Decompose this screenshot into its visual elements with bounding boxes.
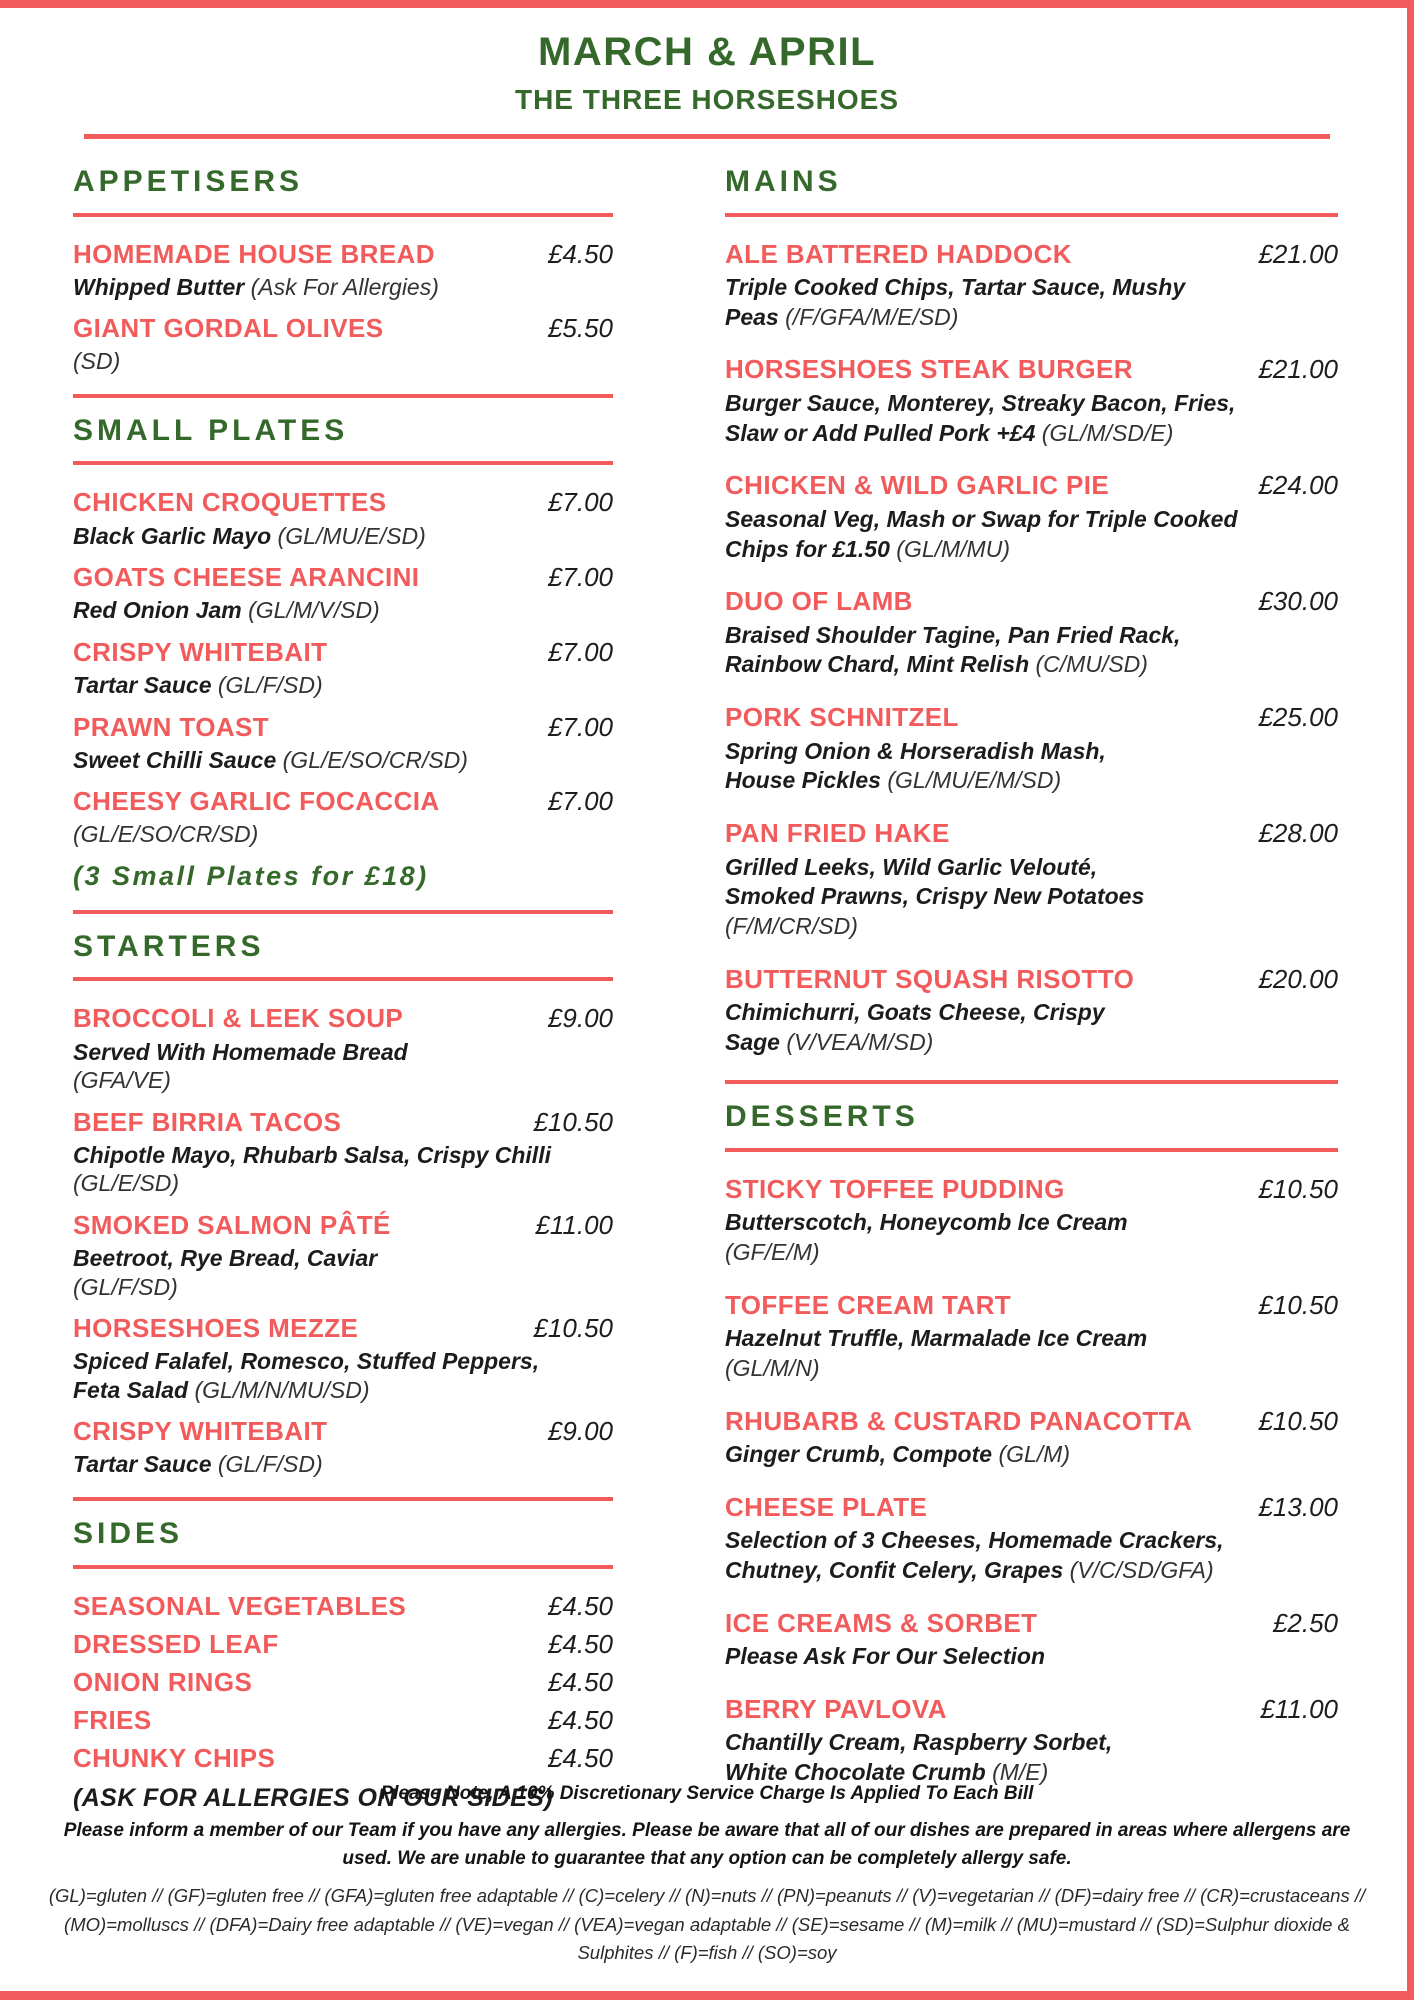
item-desc-text: Sage xyxy=(725,1029,787,1056)
item-name: CHICKEN & WILD GARLIC PIE xyxy=(725,470,1110,501)
item-name: CHEESE PLATE xyxy=(725,1491,928,1522)
menu-item-row xyxy=(73,313,613,344)
item-price: £7.00 xyxy=(547,786,613,817)
column-right xyxy=(725,165,1338,1817)
section-note: (ASK FOR ALLERGIES ON OUR SIDES) xyxy=(73,1784,553,1813)
item-description xyxy=(725,1324,1338,1384)
item-price: £5.50 xyxy=(547,313,613,344)
page-title: MARCH & APRIL xyxy=(538,30,876,74)
item-allergen-codes: (GL/F/SD) xyxy=(217,672,323,698)
menu-item-row xyxy=(725,1290,1338,1321)
menu-item xyxy=(725,1174,1338,1268)
item-desc-line xyxy=(73,273,613,302)
item-allergen-codes: (Ask For Allergies) xyxy=(250,273,439,300)
item-description xyxy=(73,1244,613,1301)
item-desc-line xyxy=(73,820,613,849)
item-description xyxy=(725,273,1338,333)
item-desc-line xyxy=(725,1354,1338,1384)
item-name: ALE BATTERED HADDOCK xyxy=(725,238,1072,269)
menu-item-row xyxy=(725,1492,1338,1523)
menu-item xyxy=(73,1743,613,1774)
menu-body xyxy=(73,165,1338,1817)
item-desc-line xyxy=(725,737,1338,767)
item-desc-line xyxy=(725,535,1338,565)
item-desc-text: Peas xyxy=(725,303,786,330)
item-desc-line xyxy=(73,1376,613,1405)
item-desc-line xyxy=(73,347,613,376)
item-price: £28.00 xyxy=(1258,818,1338,849)
item-name: PAN FRIED HAKE xyxy=(725,818,950,849)
menu-item xyxy=(73,1705,613,1736)
page-subtitle: THE THREE HORSESHOES xyxy=(514,84,900,115)
item-price: £10.50 xyxy=(533,1106,613,1137)
menu-item-row xyxy=(725,1174,1338,1205)
item-description xyxy=(73,746,613,775)
menu-item xyxy=(73,1629,613,1660)
item-desc-text: Seasonal Veg, Mash or Swap for Triple Cooked xyxy=(725,505,1238,532)
item-price: £7.00 xyxy=(547,711,613,742)
menu-item xyxy=(725,470,1338,564)
item-allergen-codes: (GL/E/SO/CR/SD) xyxy=(73,821,259,848)
item-desc-text: Beetroot, Rye Bread, Caviar xyxy=(73,1245,378,1272)
menu-item xyxy=(73,1107,613,1198)
item-desc-text: White Chocolate Crumb xyxy=(725,1758,993,1785)
item-desc-line xyxy=(725,766,1338,796)
item-desc-text: Selection of 3 Cheeses, Homemade Crackers, xyxy=(725,1526,1224,1553)
item-allergen-codes: (GL/M/SD/E) xyxy=(1041,419,1174,446)
section-underline xyxy=(73,213,613,217)
item-desc-line xyxy=(73,1038,613,1067)
section-underline xyxy=(73,1565,613,1569)
item-price: £2.50 xyxy=(1272,1607,1338,1638)
menu-item-row xyxy=(73,487,613,518)
item-allergen-codes: (GL/M/MU) xyxy=(896,535,1010,562)
section-title: DESSERTS xyxy=(725,1100,919,1134)
item-description xyxy=(725,998,1338,1058)
menu-item-row xyxy=(73,637,613,668)
menu-item xyxy=(725,354,1338,448)
item-allergen-codes: (GF/E/M) xyxy=(725,1238,820,1265)
item-description xyxy=(725,853,1338,943)
item-price: £24.00 xyxy=(1258,470,1338,501)
item-desc-text: Butterscotch, Honeycomb Ice Cream xyxy=(725,1208,1128,1235)
section-divider xyxy=(73,1497,613,1501)
item-desc-line xyxy=(73,1169,613,1198)
menu-item xyxy=(73,712,613,775)
page-border-bottom xyxy=(0,1991,1414,2000)
item-desc-text: Whipped Butter xyxy=(73,273,251,300)
item-allergen-codes: (GL/M/N/MU/SD) xyxy=(194,1376,370,1403)
menu-item-row xyxy=(73,1743,613,1774)
item-desc-text: Grilled Leeks, Wild Garlic Velouté, xyxy=(725,853,1098,880)
item-description xyxy=(725,1642,1338,1672)
menu-item xyxy=(725,1406,1338,1470)
item-desc-text: Served With Homemade Bread xyxy=(73,1038,408,1065)
menu-item xyxy=(725,1608,1338,1672)
menu-item-row xyxy=(73,786,613,817)
item-name: ICE CREAMS & SORBET xyxy=(725,1607,1038,1638)
item-desc-line xyxy=(725,1556,1338,1586)
section-underline xyxy=(73,977,613,981)
item-allergen-codes: (C/MU/SD) xyxy=(1035,651,1148,678)
section-title: SMALL PLATES xyxy=(73,413,349,447)
item-desc-line xyxy=(725,882,1338,912)
item-desc-text: Tartar Sauce xyxy=(73,672,218,698)
item-desc-line xyxy=(725,419,1338,449)
section-divider xyxy=(73,394,613,398)
item-desc-text: House Pickles xyxy=(725,767,888,794)
section-underline xyxy=(725,213,1338,217)
item-desc-text: Chutney, Confit Celery, Grapes xyxy=(725,1556,1070,1583)
item-allergen-codes: (GL/M/V/SD) xyxy=(248,597,380,624)
section-divider xyxy=(725,1080,1338,1084)
item-name: CHUNKY CHIPS xyxy=(73,1743,276,1774)
item-allergen-codes: (GL/MU/E/M/SD) xyxy=(887,767,1062,794)
menu-item xyxy=(73,1667,613,1698)
footer-allergen-key: (GL)=gluten // (GF)=gluten free // (GFA)=gluten free adaptable // (C)=celery // (N)=nuts // (PN)=peanuts // (V)=vegetarian // (DF)=dairy free // (CR)=crustaceans // (MO)=molluscs // (DFA)=Dairy free adaptable // (VE)=vegan // (VEA)=vegan adaptable // (SE)=sesame // (M)=milk // (MU)=mustard // (SD)=Sulphur dioxide & Sulphites // (F)=fish // (SO)=soy xyxy=(48,1884,1366,1964)
item-desc-line xyxy=(725,303,1338,333)
item-price: £7.00 xyxy=(547,487,613,518)
item-desc-text: Red Onion Jam xyxy=(73,597,249,624)
menu-item-row xyxy=(725,239,1338,270)
menu-item-row xyxy=(73,1591,613,1622)
item-allergen-codes: (GFA/VE) xyxy=(73,1067,171,1094)
menu-item xyxy=(73,1591,613,1622)
item-allergen-codes: (GL/M) xyxy=(998,1440,1071,1467)
footer xyxy=(42,1783,1372,1968)
section-title: MAINS xyxy=(725,165,842,198)
item-price: £10.50 xyxy=(1258,1289,1338,1320)
item-description xyxy=(73,1347,613,1404)
item-desc-line xyxy=(725,1440,1338,1470)
item-name: CHICKEN CROQUETTES xyxy=(73,487,387,518)
menu-item xyxy=(73,1210,613,1301)
menu-item-row xyxy=(725,1694,1338,1725)
page-border-top xyxy=(0,0,1414,8)
item-price: £4.50 xyxy=(547,1666,613,1697)
item-desc-line xyxy=(73,1347,613,1376)
item-price: £30.00 xyxy=(1258,586,1338,617)
item-allergen-codes: (GL/E/SO/CR/SD) xyxy=(282,746,468,773)
menu-item xyxy=(725,1290,1338,1384)
menu-section xyxy=(725,165,1338,1058)
item-desc-line xyxy=(725,1238,1338,1268)
item-price: £25.00 xyxy=(1258,702,1338,733)
item-description xyxy=(725,1208,1338,1268)
item-desc-line xyxy=(73,1244,613,1273)
menu-item xyxy=(73,562,613,625)
item-name: DRESSED LEAF xyxy=(73,1628,279,1659)
item-price: £11.00 xyxy=(535,1209,613,1240)
item-price: £10.50 xyxy=(1258,1405,1338,1436)
menu-item-row xyxy=(73,1107,613,1138)
item-description xyxy=(73,347,613,376)
item-price: £4.50 xyxy=(547,1743,613,1774)
item-desc-text: Chips for £1.50 xyxy=(725,535,897,562)
menu-item-row xyxy=(73,1416,613,1447)
menu-header xyxy=(0,0,1414,139)
menu-item-row xyxy=(725,964,1338,995)
menu-section xyxy=(73,910,613,1479)
item-price: £4.50 xyxy=(547,238,613,269)
item-desc-line xyxy=(725,1208,1338,1238)
item-desc-text: Please Ask For Our Selection xyxy=(725,1642,1045,1669)
menu-item-row xyxy=(73,562,613,593)
section-title: APPETISERS xyxy=(73,165,304,198)
menu-item-row xyxy=(73,1210,613,1241)
item-description xyxy=(73,1038,613,1095)
item-price: £21.00 xyxy=(1258,354,1338,385)
item-desc-line xyxy=(725,621,1338,651)
item-desc-line xyxy=(73,1450,613,1479)
item-desc-text: Ginger Crumb, Compote xyxy=(725,1440,999,1467)
item-name: BUTTERNUT SQUASH RISOTTO xyxy=(725,964,1135,995)
item-desc-text: Tartar Sauce xyxy=(73,1451,218,1478)
menu-item xyxy=(73,1416,613,1479)
item-name: TOFFEE CREAM TART xyxy=(725,1289,1012,1320)
menu-item-row xyxy=(73,239,613,270)
item-description xyxy=(725,737,1338,797)
item-name: GOATS CHEESE ARANCINI xyxy=(73,562,420,593)
item-allergen-codes: (V/C/SD/GFA) xyxy=(1069,1556,1214,1583)
item-desc-text: Smoked Prawns, Crispy New Potatoes xyxy=(725,883,1145,910)
menu-item-row xyxy=(725,1406,1338,1437)
item-desc-text: Black Garlic Mayo xyxy=(73,522,278,549)
item-price: £9.00 xyxy=(547,1416,613,1447)
item-desc-line xyxy=(73,671,613,700)
footer-service-note: Please Note, A 10% Discretionary Service Charge Is Applied To Each Bill xyxy=(380,1782,1034,1804)
item-desc-text: Spring Onion & Horseradish Mash, xyxy=(725,737,1106,764)
item-name: PRAWN TOAST xyxy=(73,711,270,742)
item-allergen-codes: (GL/F/SD) xyxy=(73,1273,178,1300)
item-price: £7.00 xyxy=(547,636,613,667)
menu-section xyxy=(73,1497,613,1813)
section-note: (3 Small Plates for £18) xyxy=(73,860,429,891)
item-desc-line xyxy=(725,1028,1338,1058)
menu-item-row xyxy=(725,818,1338,849)
item-name: HORSESHOES STEAK BURGER xyxy=(725,354,1133,385)
item-price: £20.00 xyxy=(1258,964,1338,995)
menu-section xyxy=(73,394,613,892)
item-name: STICKY TOFFEE PUDDING xyxy=(725,1173,1065,1204)
item-desc-text: Triple Cooked Chips, Tartar Sauce, Mushy xyxy=(725,273,1186,300)
section-underline xyxy=(725,1148,1338,1152)
item-desc-line xyxy=(73,1066,613,1095)
footer-allergy-note: Please inform a member of our Team if you have any allergies. Please be aware that all of our dishes are prepared in areas where allergens are used. We are unable to guarantee that any option can be completely allergy safe. xyxy=(63,1819,1351,1870)
menu-item xyxy=(725,586,1338,680)
item-name: BROCCOLI & LEEK SOUP xyxy=(73,1003,404,1034)
menu-item xyxy=(725,1492,1338,1586)
item-description xyxy=(725,1440,1338,1470)
item-desc-text: Chantilly Cream, Raspberry Sorbet, xyxy=(725,1728,1113,1755)
item-name: CHEESY GARLIC FOCACCIA xyxy=(73,786,440,817)
menu-item-row xyxy=(725,354,1338,385)
item-price: £10.50 xyxy=(1258,1173,1338,1204)
menu-item-row xyxy=(73,1003,613,1034)
item-desc-line xyxy=(725,1324,1338,1354)
menu-item-row xyxy=(725,470,1338,501)
item-allergen-codes: (GL/MU/E/SD) xyxy=(277,522,426,549)
item-price: £4.50 xyxy=(547,1590,613,1621)
section-underline xyxy=(73,461,613,465)
item-desc-text: Feta Salad xyxy=(73,1376,195,1403)
item-price: £4.50 xyxy=(547,1628,613,1659)
menu-item xyxy=(725,964,1338,1058)
item-price: £7.00 xyxy=(547,562,613,593)
item-desc-line xyxy=(73,596,613,625)
item-price: £4.50 xyxy=(547,1705,613,1736)
section-title: STARTERS xyxy=(73,929,265,963)
item-name: HORSESHOES MEZZE xyxy=(73,1313,359,1344)
menu-item xyxy=(73,313,613,376)
item-price: £13.00 xyxy=(1258,1491,1338,1522)
item-desc-text: Slaw or Add Pulled Pork +£4 xyxy=(725,419,1042,446)
item-desc-text: Rainbow Chard, Mint Relish xyxy=(725,651,1036,678)
menu-item xyxy=(73,487,613,550)
menu-item xyxy=(725,1694,1338,1788)
item-desc-line xyxy=(725,1728,1338,1758)
item-name: ONION RINGS xyxy=(73,1666,253,1697)
item-desc-line xyxy=(73,1273,613,1302)
menu-item-row xyxy=(73,1705,613,1736)
item-name: RHUBARB & CUSTARD PANACOTTA xyxy=(725,1405,1193,1436)
item-desc-line xyxy=(73,1141,613,1170)
item-description xyxy=(73,1141,613,1198)
item-allergen-codes: (M/E) xyxy=(992,1758,1049,1785)
menu-section xyxy=(725,1080,1338,1788)
header-rule xyxy=(84,134,1330,139)
item-name: CRISPY WHITEBAIT xyxy=(73,1416,328,1447)
item-desc-line xyxy=(725,389,1338,419)
item-name: HOMEMADE HOUSE BREAD xyxy=(73,238,435,269)
item-description xyxy=(73,671,613,700)
item-desc-text: Chimichurri, Goats Cheese, Crispy xyxy=(725,999,1105,1026)
menu-item-row xyxy=(725,702,1338,733)
item-description xyxy=(725,389,1338,449)
item-description xyxy=(73,522,613,551)
menu-item-row xyxy=(73,712,613,743)
item-price: £10.50 xyxy=(533,1313,613,1344)
menu-item-row xyxy=(725,586,1338,617)
menu-item-row xyxy=(73,1629,613,1660)
item-desc-line xyxy=(725,1526,1338,1556)
item-description xyxy=(73,596,613,625)
item-desc-text: Spiced Falafel, Romesco, Stuffed Peppers, xyxy=(73,1348,540,1375)
item-name: FRIES xyxy=(73,1705,152,1736)
item-description xyxy=(725,1526,1338,1586)
item-description xyxy=(725,505,1338,565)
item-name: BERRY PAVLOVA xyxy=(725,1693,947,1724)
item-allergen-codes: (GL/M/N) xyxy=(725,1354,820,1381)
page-border-right xyxy=(1407,0,1414,2000)
item-allergen-codes: (V/VEA/M/SD) xyxy=(786,1029,934,1056)
item-description xyxy=(73,1450,613,1479)
item-desc-line xyxy=(725,998,1338,1028)
item-name: DUO OF LAMB xyxy=(725,586,913,617)
item-desc-line xyxy=(725,853,1338,883)
item-desc-line xyxy=(73,522,613,551)
item-desc-text: Chipotle Mayo, Rhubarb Salsa, Crispy Chilli xyxy=(73,1141,551,1168)
menu-item-row xyxy=(73,1313,613,1344)
item-name: SEASONAL VEGETABLES xyxy=(73,1590,407,1621)
item-allergen-codes: (GL/E/SD) xyxy=(73,1170,180,1197)
item-desc-line xyxy=(725,912,1338,942)
item-price: £9.00 xyxy=(547,1003,613,1034)
item-allergen-codes: (F/M/CR/SD) xyxy=(725,913,858,940)
section-title: SIDES xyxy=(73,1517,184,1550)
item-name: BEEF BIRRIA TACOS xyxy=(73,1106,342,1137)
item-description xyxy=(73,820,613,849)
item-allergen-codes: (GL/F/SD) xyxy=(217,1451,323,1478)
item-description xyxy=(725,1728,1338,1788)
column-left xyxy=(73,165,613,1817)
item-name: PORK SCHNITZEL xyxy=(725,702,959,733)
menu-item xyxy=(73,1313,613,1404)
menu-item xyxy=(73,786,613,849)
menu-item-row xyxy=(725,1608,1338,1639)
menu-section xyxy=(73,165,613,376)
menu-item xyxy=(73,637,613,700)
item-desc-line xyxy=(725,505,1338,535)
item-desc-line xyxy=(725,650,1338,680)
item-desc-line xyxy=(73,746,613,775)
item-description xyxy=(73,273,613,302)
section-divider xyxy=(73,910,613,914)
item-desc-line xyxy=(725,1642,1338,1672)
menu-item xyxy=(73,1003,613,1094)
menu-item xyxy=(725,818,1338,942)
item-name: GIANT GORDAL OLIVES xyxy=(73,313,384,344)
menu-item xyxy=(725,239,1338,333)
item-name: SMOKED SALMON PÂTÉ xyxy=(73,1209,391,1240)
item-allergen-codes: (/F/GFA/M/E/SD) xyxy=(785,303,959,330)
menu-item xyxy=(73,239,613,302)
item-desc-text: Burger Sauce, Monterey, Streaky Bacon, Fries, xyxy=(725,389,1236,416)
menu-item xyxy=(725,702,1338,796)
item-description xyxy=(725,621,1338,681)
menu-item-row xyxy=(73,1667,613,1698)
item-desc-text: Sweet Chilli Sauce xyxy=(73,746,283,773)
item-price: £21.00 xyxy=(1258,238,1338,269)
item-allergen-codes: (SD) xyxy=(73,348,121,375)
item-price: £11.00 xyxy=(1260,1693,1338,1724)
item-desc-line xyxy=(725,273,1338,303)
item-name: CRISPY WHITEBAIT xyxy=(73,636,328,667)
item-desc-text: Hazelnut Truffle, Marmalade Ice Cream xyxy=(725,1324,1148,1351)
item-desc-text: Braised Shoulder Tagine, Pan Fried Rack, xyxy=(725,621,1181,648)
